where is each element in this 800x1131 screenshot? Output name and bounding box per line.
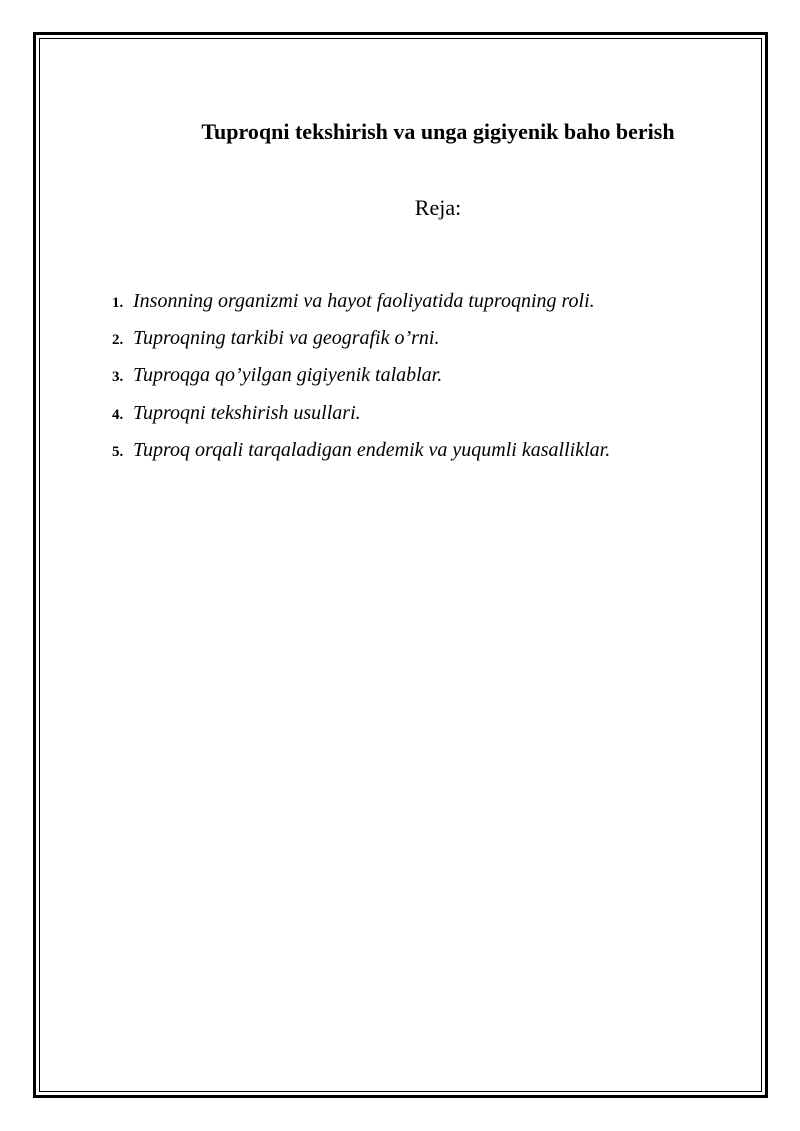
plan-item — [112, 327, 610, 364]
plan-item-number: 5. — [112, 443, 124, 460]
plan-item — [112, 439, 610, 476]
plan-list — [112, 290, 610, 476]
plan-item — [112, 364, 610, 401]
plan-item-number: 1. — [112, 295, 124, 311]
plan-item — [112, 290, 610, 327]
plan-item-number: 2. — [112, 332, 124, 349]
document-title: Tuproqni tekshirish va unga gigiyenik baho berish — [201, 119, 675, 144]
plan-item-text: Insonning organizmi va hayot faoliyatida tuproqning roli. — [133, 290, 595, 312]
plan-item-text: Tuproqning tarkibi va geografik o’rni. — [133, 327, 440, 350]
plan-item-number: 4. — [112, 406, 124, 423]
plan-item-text: Tuproq orqali tarqaladigan endemik va yuqumli kasalliklar. — [133, 438, 611, 461]
plan-item-number: 3. — [112, 369, 124, 386]
plan-item-text: Tuproqga qo’yilgan gigiyenik talablar. — [133, 364, 443, 387]
plan-item — [112, 402, 610, 439]
plan-heading: Reja: — [414, 195, 462, 220]
plan-item-text: Tuproqni tekshirish usullari. — [133, 401, 361, 424]
